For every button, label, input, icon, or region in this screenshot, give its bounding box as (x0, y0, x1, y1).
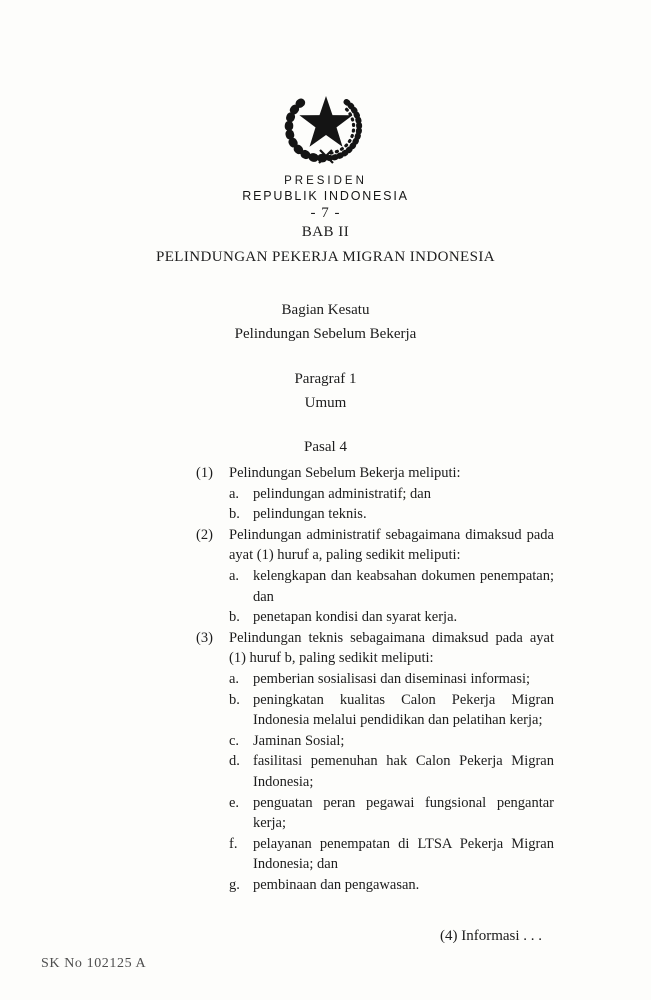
clause-body (229, 525, 554, 628)
sub-item (229, 566, 554, 607)
catchword: (4) Informasi . . . (440, 928, 543, 944)
part-title: Pelindungan Sebelum Bekerja (234, 326, 417, 342)
sub-item (229, 484, 554, 505)
doc-control-number: SK No 102125 A (41, 956, 147, 971)
item-text: pembinaan dan pengawasan. (253, 876, 420, 893)
sub-item (229, 834, 554, 875)
item-letter: d. (229, 753, 240, 770)
sub-item (229, 875, 554, 896)
chapter-heading: BAB II (301, 224, 350, 240)
clause (196, 463, 554, 525)
clause-list (196, 463, 554, 895)
sub-item (229, 731, 554, 752)
item-letter: a. (229, 567, 240, 584)
article-heading: Pasal 4 (304, 439, 347, 455)
sub-item (229, 793, 554, 834)
item-letter: f. (229, 835, 238, 852)
item-letter: c. (229, 732, 240, 749)
item-letter: b. (229, 609, 240, 626)
clause-text: Pelindungan teknis sebagaimana dimaksud pada ayat (1) huruf b, paling sedikit meliputi: (229, 629, 554, 667)
item-letter: b. (229, 691, 240, 708)
sub-item (229, 607, 554, 628)
item-letter: b. (229, 506, 240, 523)
clause-text: Pelindungan administratif sebagaimana dimaksud pada ayat (1) huruf a, paling sedikit meliputi: (229, 526, 554, 564)
item-text: kelengkapan dan keabsahan dokumen penempatan; dan (253, 567, 554, 605)
letterhead-republik: REPUBLIK INDONESIA (242, 189, 409, 203)
item-letter: a. (229, 485, 240, 502)
clause (196, 628, 554, 896)
part-heading: Bagian Kesatu (281, 302, 370, 318)
paragraph-title: Umum (304, 395, 347, 411)
clause-body (229, 463, 554, 525)
item-letter: e. (229, 794, 240, 811)
clause (196, 525, 554, 628)
clause-body (229, 628, 554, 896)
clause-number: (2) (196, 526, 213, 543)
clause-number: (1) (196, 465, 213, 481)
page-number: - 7 - (310, 205, 341, 221)
item-text: pelindungan teknis. (253, 506, 367, 523)
presidential-seal-icon (282, 84, 370, 173)
item-letter: a. (229, 670, 240, 687)
chapter-title: PELINDUNGAN PEKERJA MIGRAN INDONESIA (156, 249, 495, 265)
item-text: pelayanan penempatan di LTSA Pekerja Migran Indonesia; dan (253, 835, 554, 873)
sub-item (229, 504, 554, 525)
item-text: pemberian sosialisasi dan diseminasi informasi; (253, 670, 531, 687)
item-text: Jaminan Sosial; (253, 732, 345, 749)
sub-item (229, 690, 554, 731)
clause-number: (3) (196, 629, 213, 646)
item-text: peningkatan kualitas Calon Pekerja Migran Indonesia melalui pendidikan dan pelatihan kerja; (253, 691, 554, 729)
item-text: fasilitasi pemenuhan hak Calon Pekerja Migran Indonesia; (253, 753, 554, 790)
sub-item (229, 751, 554, 792)
clause-text: Pelindungan Sebelum Bekerja meliputi: (229, 465, 461, 481)
letterhead-presiden: PRESIDEN (284, 175, 367, 187)
item-text: penetapan kondisi dan syarat kerja. (253, 609, 458, 626)
sub-item (229, 669, 554, 690)
paragraph-heading: Paragraf 1 (294, 371, 357, 387)
item-text: penguatan peran pegawai fungsional pengantar kerja; (253, 794, 554, 832)
item-text: pelindungan administratif; dan (253, 485, 431, 502)
item-letter: g. (229, 876, 240, 893)
